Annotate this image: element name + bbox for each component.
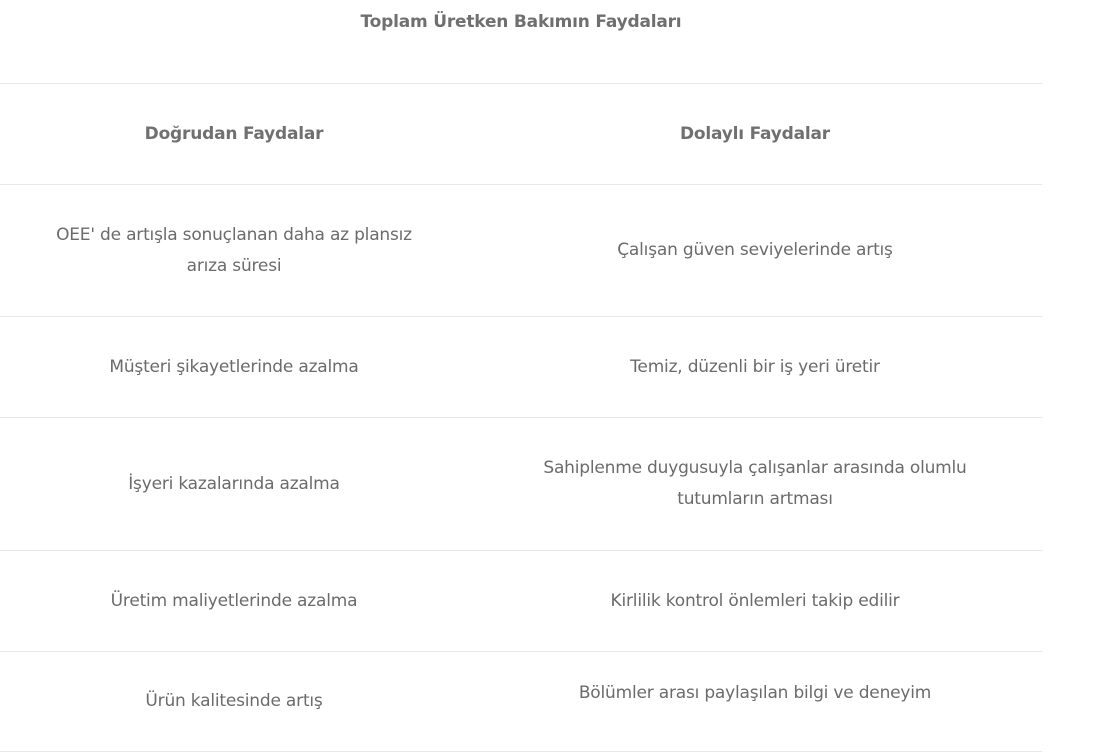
table-row	[0, 417, 1042, 550]
table-cell-direct: OEE' de artışla sonuçlanan daha az plansız arıza süresi	[56, 224, 412, 276]
table-row	[0, 184, 1042, 316]
table-cell-direct: Müşteri şikayetlerinde azalma	[109, 356, 359, 377]
table-cell-indirect: Temiz, düzenli bir iş yeri üretir	[630, 356, 880, 377]
page-title: Toplam Üretken Bakımın Faydaları	[360, 12, 682, 32]
benefits-table	[0, 83, 1042, 752]
table-row	[0, 651, 1042, 752]
table-row	[0, 316, 1042, 417]
table-cell-direct: Üretim maliyetlerinde azalma	[110, 590, 358, 611]
table-cell-indirect: Çalışan güven seviyelerinde artış	[617, 240, 893, 260]
column-header-indirect: Dolaylı Faydalar	[680, 123, 830, 144]
table-row	[0, 550, 1042, 651]
table-cell-indirect: Kirlilik kontrol önlemleri takip edilir	[610, 590, 900, 611]
table-header-row	[0, 83, 1042, 184]
table-cell-direct: Ürün kalitesinde artış	[145, 691, 323, 711]
table-cell-indirect: Bölümler arası paylaşılan bilgi ve deneyim	[578, 683, 932, 703]
table-cell-direct: İşyeri kazalarında azalma	[128, 473, 340, 494]
table-cell-indirect: Sahiplenme duygusuyla çalışanlar arasında olumlu tutumların artması	[543, 458, 967, 509]
column-header-direct: Doğrudan Faydalar	[144, 123, 324, 144]
